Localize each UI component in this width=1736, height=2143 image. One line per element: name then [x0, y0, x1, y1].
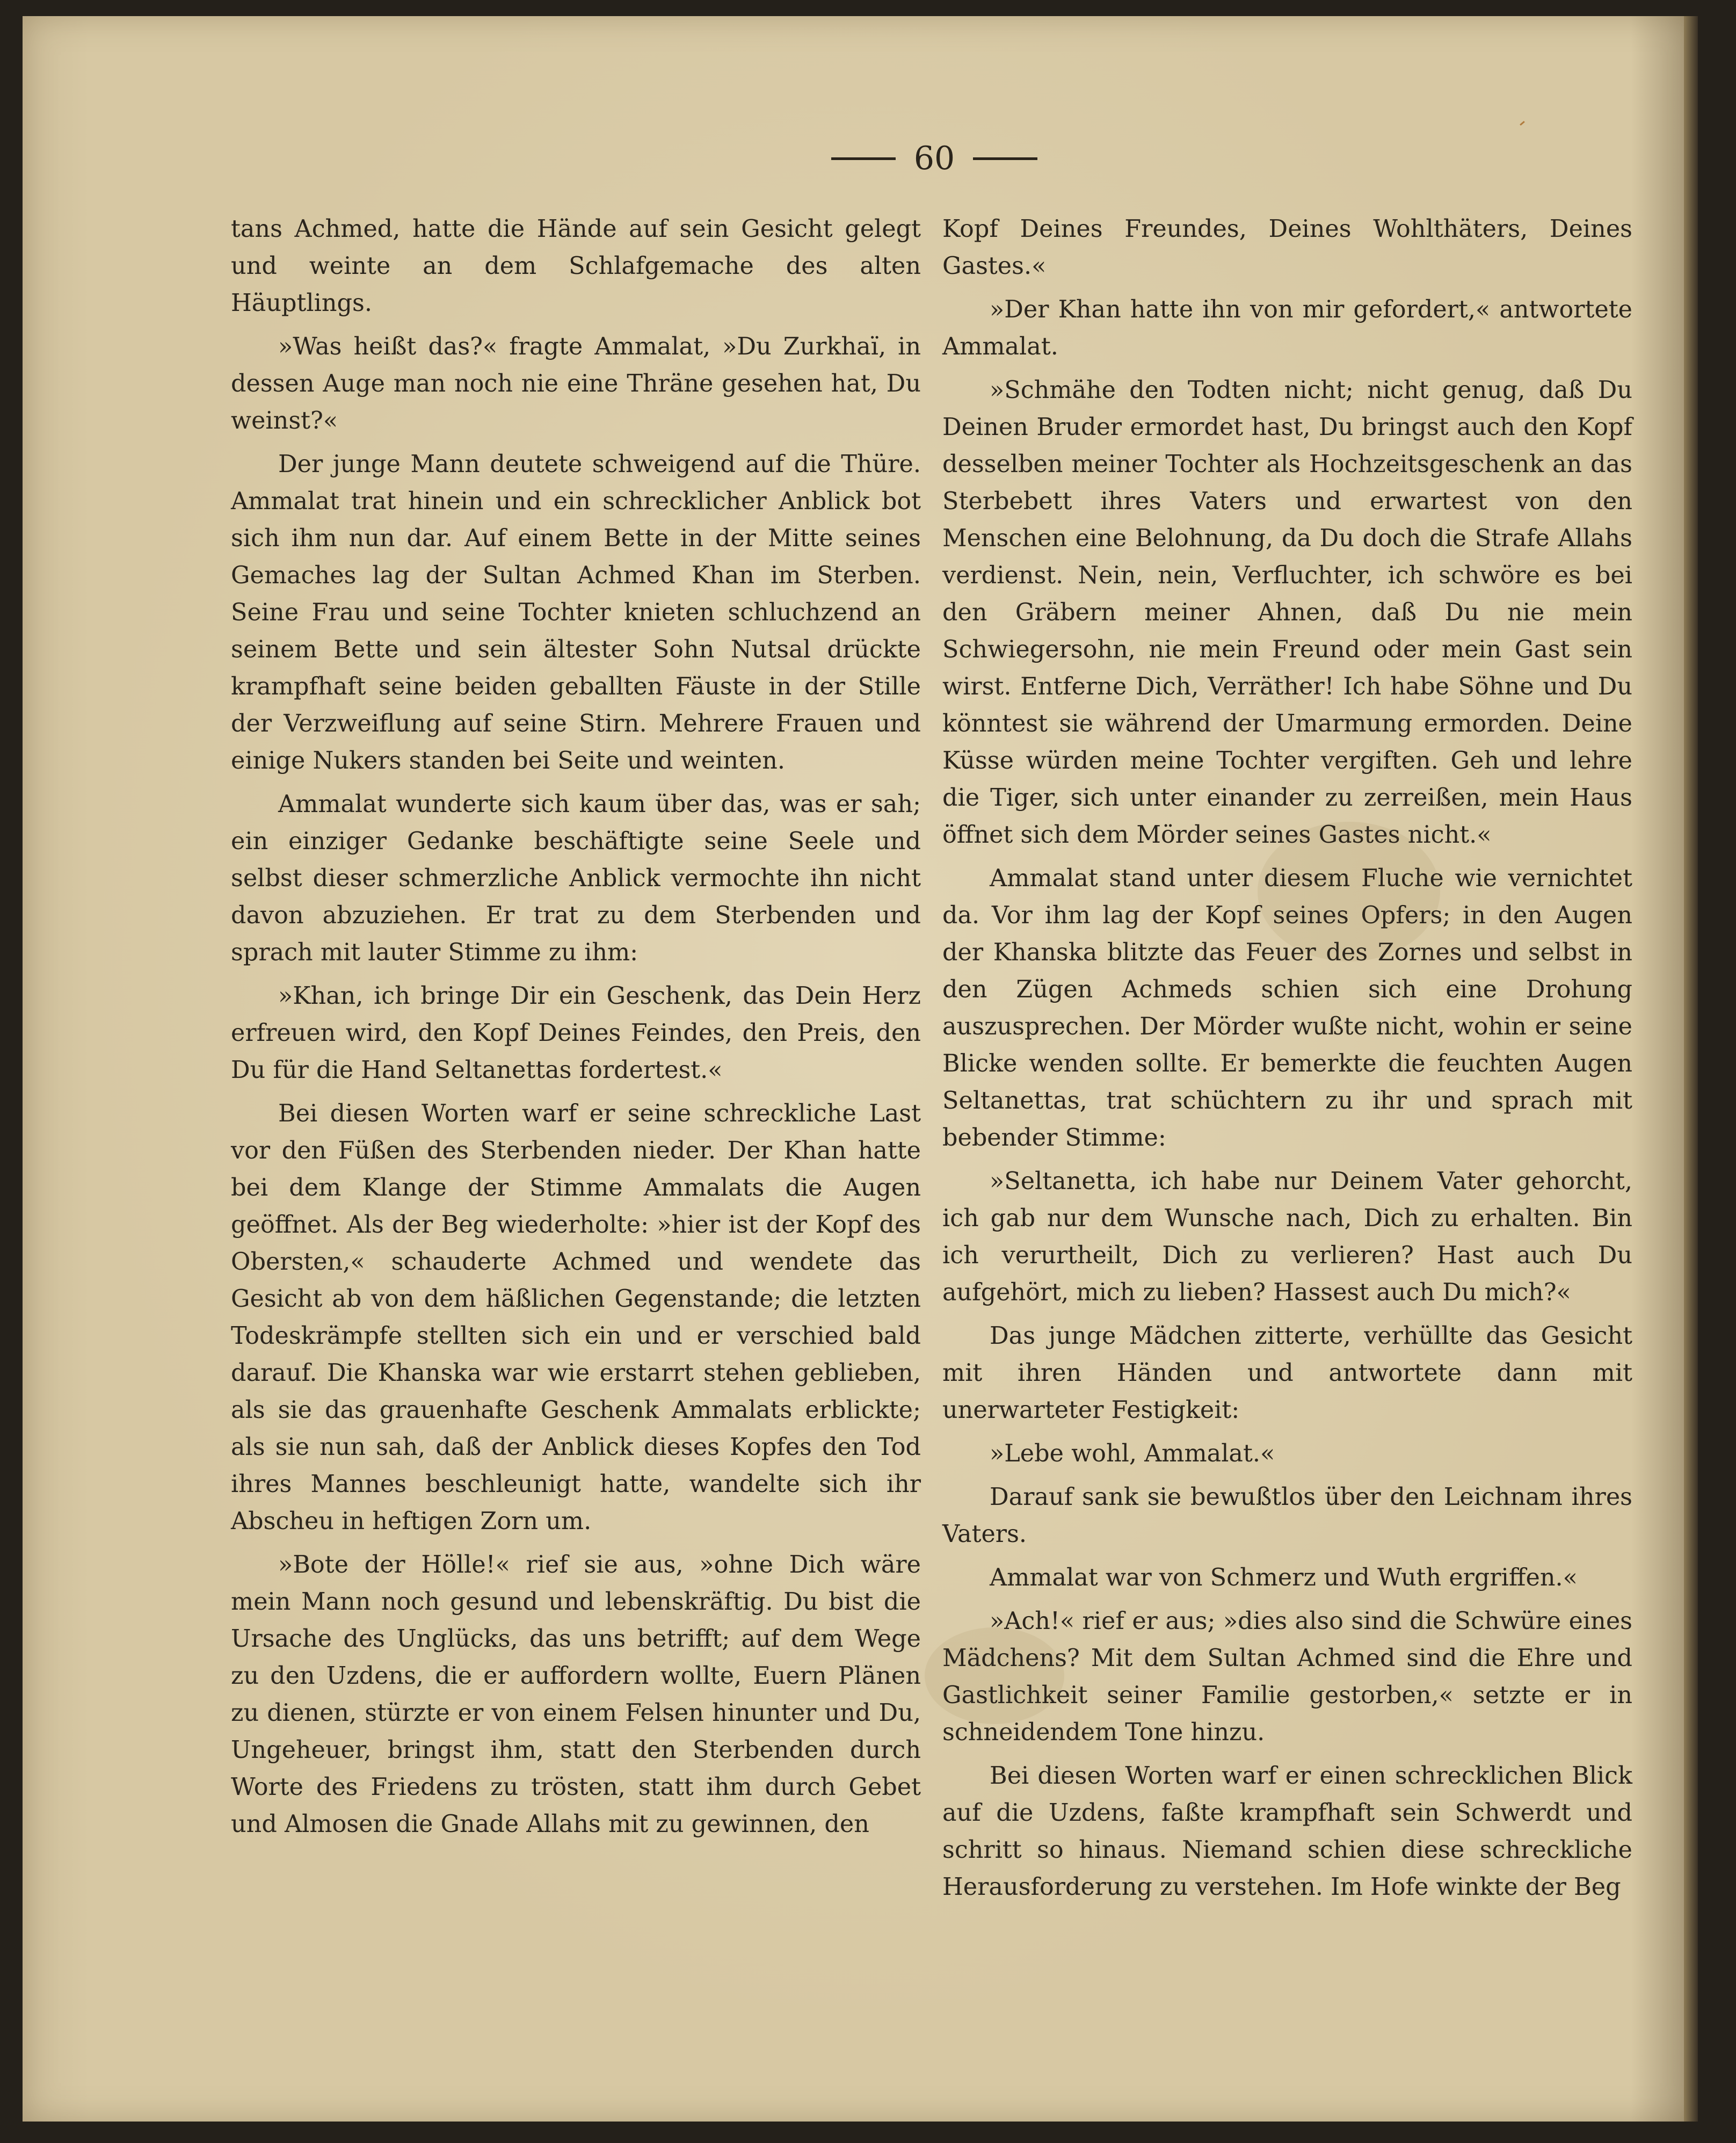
paragraph: Das junge Mädchen zitterte, verhüllte das Gesicht mit ihren Händen und antwortete dann mit unerwarteter Festigkeit:: [942, 1322, 1632, 1424]
left-column: [231, 211, 921, 1849]
page-edge: [1684, 16, 1698, 2122]
header-rule-left: [831, 157, 896, 160]
paragraph: »Der Khan hatte ihn von mir gefordert,« antwortete Ammalat.: [942, 296, 1632, 360]
paragraph: »Seltanetta, ich habe nur Deinem Vater gehorcht, ich gab nur dem Wunsche nach, Dich zu erhalten. Bin ich verurtheilt, Dich zu verlieren? Hast auch Du aufgehört, mich zu lieben? Hassest auch Du mich?«: [942, 1168, 1632, 1306]
header-rule-right: [973, 157, 1037, 160]
paragraph: Ammalat wunderte sich kaum über das, was er sah; ein einziger Gedanke beschäftigte seine Seele und selbst dieser schmerzliche Anblick vermochte ihn nicht davon abzuziehen. Er trat zu dem Sterbenden und sprach mit lauter Stimme zu ihm:: [231, 791, 921, 966]
paragraph: »Schmähe den Todten nicht; nicht genug, daß Du Deinen Bruder ermordet hast, Du bringst auch den Kopf desselben meiner Tochter als Hochzeitsgeschenk an das Sterbebett ihres Vaters und erwartest von den Menschen eine Belohnung, da Du doch die Strafe Allahs verdienst. Nein, nein, Verfluchter, ich schwöre es bei den Gräbern meiner Ahnen, daß Du nie mein Schwiegersohn, nie mein Freund oder mein Gast sein wirst. Entferne Dich, Verräther! Ich habe Söhne und Du könntest sie während der Umarmung ermorden. Deine Küsse würden meine Tochter vergiften. Geh und lehre die Tiger, sich unter einander zu zerreißen, mein Haus öffnet sich dem Mörder seines Gastes nicht.«: [942, 377, 1632, 849]
paragraph: »Khan, ich bringe Dir ein Geschenk, das Dein Herz erfreuen wird, den Kopf Deines Feindes, den Preis, den Du für die Hand Seltanettas fordertest.«: [231, 982, 921, 1084]
paragraph: »Bote der Hölle!« rief sie aus, »ohne Dich wäre mein Mann noch gesund und lebenskräftig. Du bist die Ursache des Unglücks, das uns betrifft; auf dem Wege zu den Uzdens, die er auffordern wollte, Euern Plänen zu dienen, stürzte er von einem Felsen hinunter und Du, Ungeheuer, bringst ihm, statt den Sterbenden durch Worte des Friedens zu trösten, statt ihm durch Gebet und Almosen die Gnade Allahs mit zu gewinnen, den: [231, 1551, 921, 1838]
page-number: 60: [913, 140, 955, 177]
paragraph: Kopf Deines Freundes, Deines Wohlthäters, Deines Gastes.«: [942, 215, 1632, 280]
paragraph: Der junge Mann deutete schweigend auf die Thüre. Ammalat trat hinein und ein schrecklicher Anblick bot sich ihm nun dar. Auf einem Bette in der Mitte seines Gemaches lag der Sultan Achmed Khan im Sterben. Seine Frau und seine Tochter knieten schluchzend an seinem Bette und sein ältester Sohn Nutsal drückte krampfhaft seine beiden geballten Fäuste in der Stille der Verzweiflung auf seine Stirn. Mehrere Frauen und einige Nukers standen bei Seite und weinten.: [231, 451, 921, 774]
paragraph: Ammalat war von Schmerz und Wuth ergriffen.«: [990, 1564, 1578, 1591]
paragraph: »Ach!« rief er aus; »dies also sind die Schwüre eines Mädchens? Mit dem Sultan Achmed sind die Ehre und Gastlichkeit seiner Familie gestorben,« setzte er in schneidendem Tone hinzu.: [942, 1608, 1632, 1746]
paragraph: Bei diesen Worten warf er seine schreckliche Last vor den Füßen des Sterbenden nieder. Der Khan hatte bei dem Klange der Stimme Ammalats die Augen geöffnet. Als der Beg wiederholte: »hier ist der Kopf des Obersten,« schauderte Achmed und wendete das Gesicht ab von dem häßlichen Gegenstande; die letzten Todeskrämpfe stellten sich ein und er verschied bald darauf. Die Khanska war wie erstarrt stehen geblieben, als sie das grauenhafte Geschenk Ammalats erblickte; als sie nun sah, daß der Anblick dieses Kopfes den Tod ihres Mannes beschleunigt hatte, wandelte sich ihr Abscheu in heftigen Zorn um.: [231, 1100, 921, 1535]
paragraph: Darauf sank sie bewußtlos über den Leichnam ihres Vaters.: [942, 1483, 1632, 1548]
paragraph: tans Achmed, hatte die Hände auf sein Gesicht gelegt und weinte an dem Schlafgemache des alten Häuptlings.: [231, 215, 921, 317]
paragraph: Ammalat stand unter diesem Fluche wie vernichtet da. Vor ihm lag der Kopf seines Opfers; in den Augen der Khanska blitzte das Feuer des Zornes und selbst in den Zügen Achmeds schien sich eine Drohung auszusprechen. Der Mörder wußte nicht, wohin er seine Blicke wenden sollte. Er bemerkte die feuchten Augen Seltanettas, trat schüchtern zu ihr und sprach mit bebender Stimme:: [942, 865, 1632, 1152]
paragraph: Bei diesen Worten warf er einen schrecklichen Blick auf die Uzdens, faßte krampfhaft sein Schwerdt und schritt so hinaus. Niemand schien diese schreckliche Herausforderung zu verstehen. Im Hofe winkte der Beg: [942, 1762, 1632, 1901]
right-column: [942, 211, 1632, 1912]
page-header: [805, 137, 1063, 180]
paragraph: »Lebe wohl, Ammalat.«: [990, 1440, 1275, 1467]
paragraph: »Was heißt das?« fragte Ammalat, »Du Zurkhaï, in dessen Auge man noch nie eine Thräne gesehen hat, Du weinst?«: [231, 333, 921, 435]
